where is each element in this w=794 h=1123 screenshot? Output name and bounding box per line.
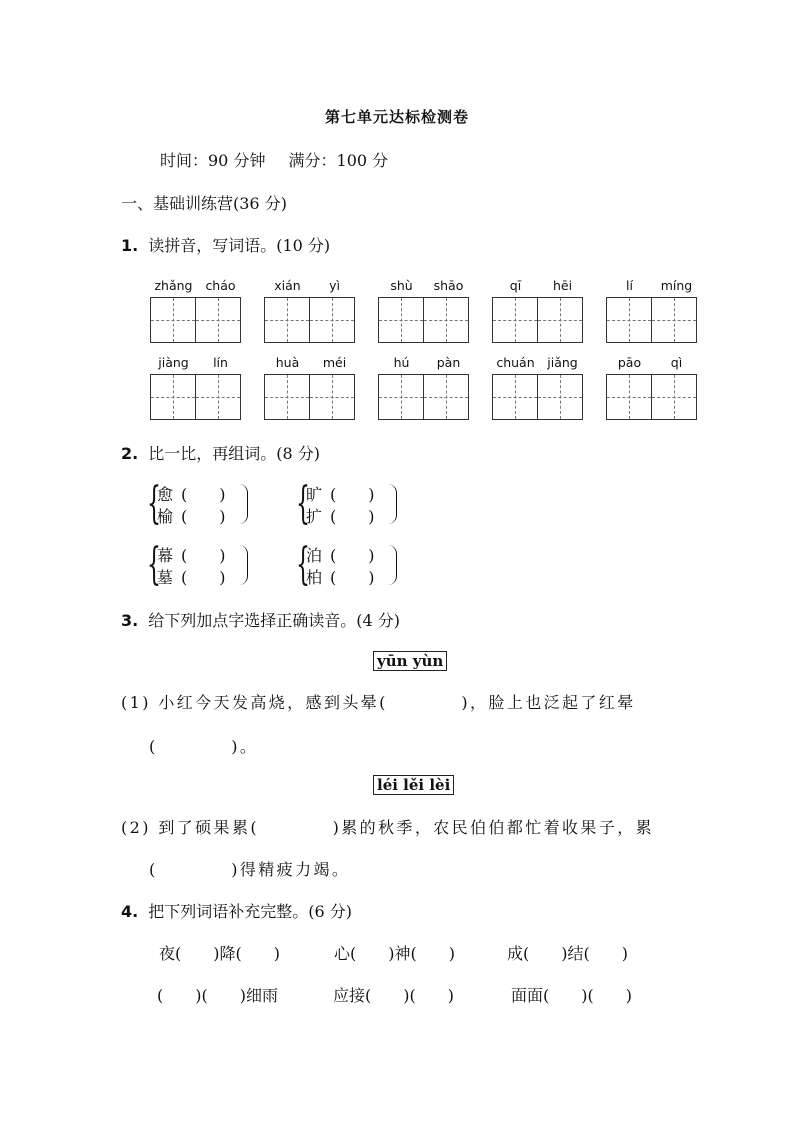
writing-box[interactable] bbox=[606, 374, 652, 420]
writing-boxes bbox=[492, 297, 582, 343]
answer-blank[interactable]: ( ) bbox=[330, 568, 375, 587]
writing-boxes bbox=[606, 297, 696, 343]
writing-box[interactable] bbox=[492, 374, 538, 420]
pinyin-label bbox=[492, 278, 586, 294]
answer-blank[interactable]: ( ) bbox=[330, 485, 375, 504]
page-title: 第七单元达标检测卷 bbox=[324, 108, 469, 126]
answer-blank[interactable]: ( ) bbox=[330, 546, 375, 565]
pinyin-syllable: huà bbox=[275, 355, 300, 370]
left-brace: { bbox=[147, 478, 161, 529]
sentence: (1) 小红今天发高烧，感到头晕( )，脸上也泛起了红晕 bbox=[121, 693, 636, 712]
compare-group bbox=[147, 478, 257, 530]
pinyin-label bbox=[378, 278, 472, 294]
full-score: 满分：100 分 bbox=[288, 151, 389, 170]
idiom-blank[interactable]: 面面( )( ) bbox=[511, 986, 632, 1005]
question-text: 比一比，再组词。(8 分) bbox=[148, 444, 320, 463]
writing-boxes bbox=[150, 374, 240, 420]
pinyin-label bbox=[150, 355, 244, 371]
pinyin-syllable: xián bbox=[274, 278, 301, 293]
writing-box[interactable] bbox=[423, 374, 469, 420]
pinyin-label bbox=[606, 278, 700, 294]
pinyin-syllable: lín bbox=[213, 355, 228, 370]
answer-blank[interactable]: ( ) bbox=[181, 507, 226, 526]
char: 墓 bbox=[157, 568, 174, 587]
exam-meta bbox=[160, 148, 406, 171]
writing-boxes bbox=[264, 297, 354, 343]
idiom-blank[interactable]: 夜( )降( ) bbox=[159, 944, 280, 963]
pinyin-label bbox=[150, 278, 244, 294]
writing-box[interactable] bbox=[309, 374, 355, 420]
pinyin-syllable: hēi bbox=[552, 278, 573, 293]
compare-group bbox=[296, 539, 406, 591]
pinyin-syllable: zhǎng bbox=[154, 278, 193, 293]
idiom-blank[interactable]: 应接( )( ) bbox=[333, 986, 454, 1005]
left-brace: { bbox=[296, 539, 310, 590]
writing-box[interactable] bbox=[651, 374, 697, 420]
idiom-blank[interactable]: 成( )结( ) bbox=[507, 944, 628, 963]
question-1 bbox=[121, 233, 330, 256]
question-number: 2. bbox=[121, 444, 139, 463]
writing-boxes bbox=[150, 297, 240, 343]
writing-boxes bbox=[378, 374, 468, 420]
pinyin-label bbox=[606, 355, 700, 371]
pinyin-syllable: míng bbox=[660, 278, 693, 293]
writing-box[interactable] bbox=[537, 297, 583, 343]
idiom-blank[interactable]: ( )( )细雨 bbox=[157, 986, 278, 1005]
question-3 bbox=[121, 608, 400, 631]
pinyin-syllable: jiǎng bbox=[547, 355, 578, 370]
writing-box[interactable] bbox=[150, 374, 196, 420]
pinyin-label bbox=[264, 278, 358, 294]
sentence[interactable]: ( )。 bbox=[149, 737, 259, 756]
left-brace: { bbox=[147, 539, 161, 590]
writing-box[interactable] bbox=[651, 297, 697, 343]
pinyin-options: léi lěi lèi bbox=[373, 775, 454, 795]
writing-box[interactable] bbox=[264, 297, 310, 343]
right-bracket bbox=[239, 484, 248, 524]
question-text: 给下列加点字选择正确读音。(4 分) bbox=[148, 611, 400, 630]
sentence[interactable]: ( )得精疲力竭。 bbox=[149, 860, 351, 879]
pinyin-syllable: pāo bbox=[617, 355, 642, 370]
question-number: 4. bbox=[121, 902, 139, 921]
question-text: 读拼音，写词语。(10 分) bbox=[148, 236, 331, 255]
pinyin-label bbox=[264, 355, 358, 371]
pinyin-options: yūn yùn bbox=[373, 651, 447, 671]
writing-boxes bbox=[378, 297, 468, 343]
compare-group bbox=[147, 539, 257, 591]
char: 旷 bbox=[306, 485, 323, 504]
writing-box[interactable] bbox=[492, 297, 538, 343]
writing-box[interactable] bbox=[195, 374, 241, 420]
pinyin-syllable: shù bbox=[390, 278, 413, 293]
sentence: (2) 到了硕果累( )累的秋季，农民伯伯都忙着收果子，累 bbox=[121, 818, 655, 837]
question-number: 3. bbox=[121, 611, 139, 630]
pinyin-syllable: lí bbox=[626, 278, 633, 293]
writing-box[interactable] bbox=[195, 297, 241, 343]
pinyin-label bbox=[378, 355, 472, 371]
pinyin-syllable: qì bbox=[670, 355, 683, 370]
char: 泊 bbox=[306, 546, 323, 565]
left-brace: { bbox=[296, 478, 310, 529]
pinyin-syllable: shāo bbox=[433, 278, 464, 293]
section-heading: 一、基础训练营(36 分) bbox=[121, 194, 287, 213]
answer-blank[interactable]: ( ) bbox=[330, 507, 375, 526]
writing-box[interactable] bbox=[423, 297, 469, 343]
question-text: 把下列词语补充完整。(6 分) bbox=[148, 902, 352, 921]
char: 扩 bbox=[306, 507, 323, 526]
question-2 bbox=[121, 441, 320, 464]
char: 愈 bbox=[157, 485, 174, 504]
pinyin-syllable: pàn bbox=[436, 355, 461, 370]
writing-boxes bbox=[606, 374, 696, 420]
char: 幕 bbox=[157, 546, 174, 565]
right-bracket bbox=[388, 484, 397, 524]
pinyin-syllable: jiàng bbox=[158, 355, 189, 370]
writing-boxes bbox=[492, 374, 582, 420]
idiom-blank[interactable]: 心( )神( ) bbox=[334, 944, 455, 963]
pinyin-syllable: qī bbox=[509, 278, 522, 293]
pinyin-syllable: méi bbox=[322, 355, 347, 370]
char: 榆 bbox=[157, 507, 174, 526]
writing-box[interactable] bbox=[150, 297, 196, 343]
pinyin-syllable: yì bbox=[329, 278, 340, 293]
writing-box[interactable] bbox=[378, 297, 424, 343]
compare-group bbox=[296, 478, 406, 530]
char: 柏 bbox=[306, 568, 323, 587]
pinyin-syllable: chuán bbox=[496, 355, 535, 370]
writing-boxes bbox=[264, 374, 354, 420]
question-4 bbox=[121, 899, 352, 922]
question-number: 1. bbox=[121, 236, 139, 255]
right-bracket bbox=[239, 545, 248, 585]
time-limit: 时间：90 分钟 bbox=[160, 151, 266, 170]
answer-blank[interactable]: ( ) bbox=[181, 546, 226, 565]
writing-box[interactable] bbox=[378, 374, 424, 420]
writing-box[interactable] bbox=[606, 297, 652, 343]
writing-box[interactable] bbox=[537, 374, 583, 420]
pinyin-syllable: cháo bbox=[205, 278, 236, 293]
writing-box[interactable] bbox=[309, 297, 355, 343]
answer-blank[interactable]: ( ) bbox=[181, 485, 226, 504]
pinyin-label bbox=[492, 355, 586, 371]
writing-box[interactable] bbox=[264, 374, 310, 420]
right-bracket bbox=[388, 545, 397, 585]
answer-blank[interactable]: ( ) bbox=[181, 568, 226, 587]
pinyin-syllable: hú bbox=[393, 355, 410, 370]
